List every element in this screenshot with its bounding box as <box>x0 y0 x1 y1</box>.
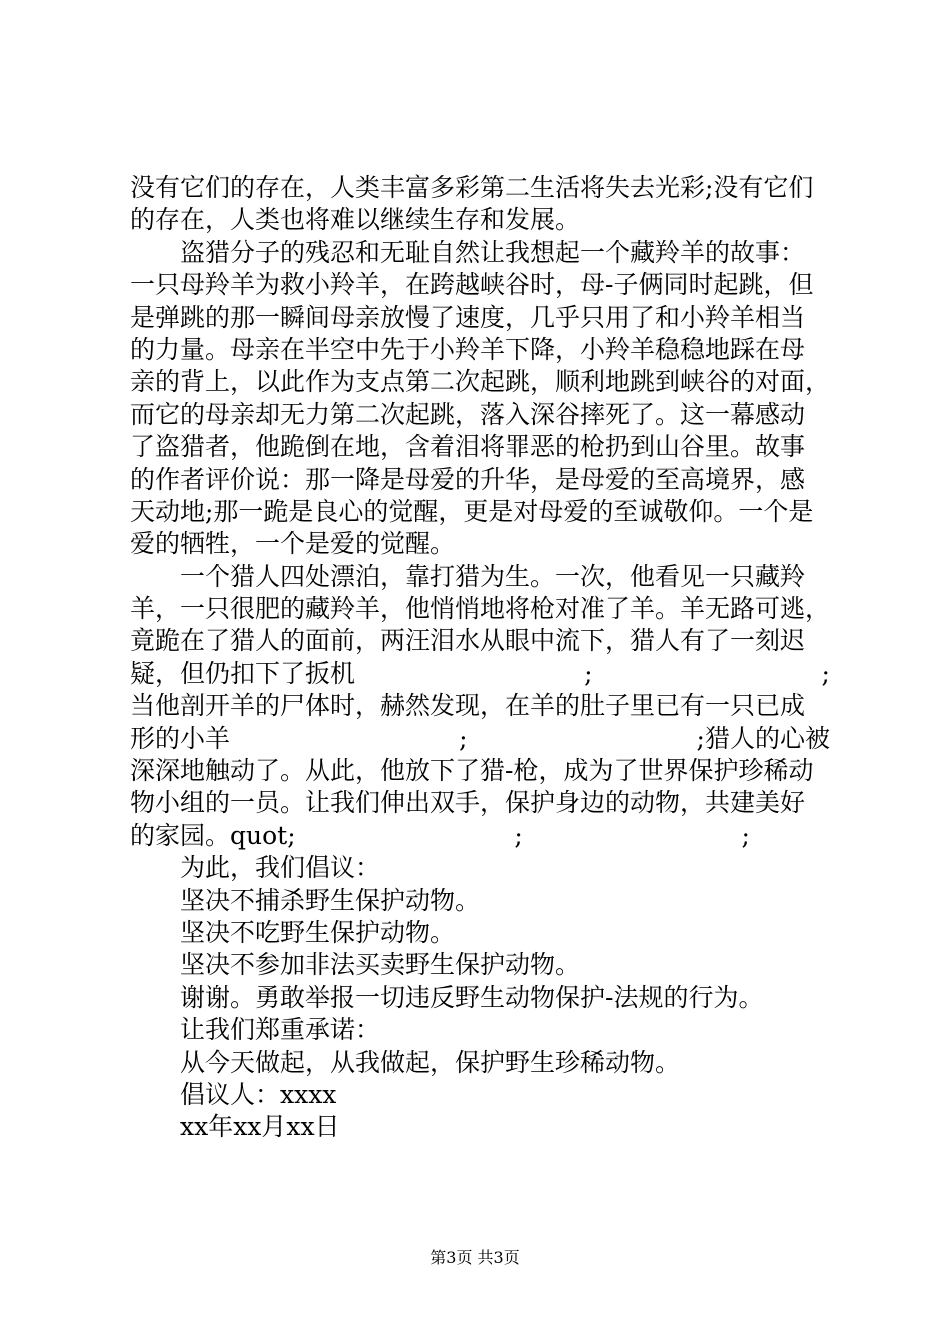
text-line: 的力量。母亲在半空中先于小羚羊下降，小羚羊稳稳地踩在母 <box>130 334 806 364</box>
text-span: 疑，但仍扣下了扳机 <box>130 658 356 688</box>
proposal-item: 坚决不参加非法买卖野生保护动物。 <box>180 950 581 980</box>
text-line: 物小组的一员。让我们伸出双手，保护身边的动物，共建美好 <box>130 788 806 818</box>
paragraph-first-line: 一个猎人四处漂泊，靠打猎为生。一次，他看见一只藏羚 <box>180 561 806 591</box>
text-line: 羊，一只很肥的藏羚羊，他悄悄地将枪对准了羊。羊无路可逃， <box>130 594 831 624</box>
text-line: 亲的背上，以此作为支点第二次起跳，顺利地跳到峡谷的对面， <box>130 367 831 397</box>
text-span: 的家园。quot; <box>130 820 296 850</box>
proposal-item: 谢谢。勇敢举报一切违反野生动物保护-法规的行为。 <box>180 982 764 1012</box>
text-span: ; <box>821 658 830 688</box>
text-span: ; <box>741 820 750 850</box>
text-span: ; <box>459 723 468 753</box>
text-span: ; <box>584 658 593 688</box>
text-span: 形的小羊 <box>130 723 231 753</box>
text-line: 深深地触动了。从此，他放下了猎-枪，成为了世界保护珍稀动 <box>130 756 814 786</box>
signatory: 倡议人：xxxx <box>180 1079 337 1109</box>
text-line <box>130 820 750 852</box>
text-line: 了盗猎者，他跪倒在地，含着泪将罪恶的枪扔到山谷里。故事 <box>130 432 806 462</box>
proposal-item: 坚决不捕杀野生保护动物。 <box>180 885 481 915</box>
proposal-item: 坚决不吃野生保护动物。 <box>180 917 456 947</box>
text-line: 当他剖开羊的尸体时，赫然发现，在羊的肚子里已有一只已成 <box>130 691 806 721</box>
text-span: 没有它们的存在，人类丰富多彩第二生活将失去光彩;没有它们 <box>130 173 814 202</box>
proposal-heading: 为此，我们倡议： <box>180 853 381 883</box>
text-line: 竟跪在了猎人的面前，两汪泪水从眼中流下，猎人有了一刻迟 <box>130 626 806 656</box>
page-number-footer: 第3页 共3页 <box>430 1248 520 1267</box>
text-line: 是弹跳的那一瞬间母亲放慢了速度，几乎只用了和小羚羊相当 <box>130 302 806 332</box>
text-line: 的作者评价说：那一降是母爱的升华，是母爱的至高境界，感 <box>130 464 806 494</box>
text-span: ;猎人的心被 <box>696 723 830 753</box>
text-line <box>130 723 830 755</box>
paragraph-first-line: 盗猎分子的残忍和无耻自然让我想起一个藏羚羊的故事： <box>180 237 806 267</box>
text-line: 而它的母亲却无力第二次起跳，落入深谷摔死了。这一幕感动 <box>130 399 806 429</box>
text-line: 天动地;那一跪是良心的觉醒，更是对母爱的至诚敬仰。一个是 <box>130 496 814 526</box>
text-line: 一只母羚羊为救小羚羊，在跨越峡谷时，母-子俩同时起跳，但 <box>130 270 814 300</box>
document-body <box>130 172 830 1144</box>
text-span: ; <box>514 820 523 850</box>
text-line <box>130 658 830 690</box>
pledge-text: 从今天做起，从我做起，保护野生珍稀动物。 <box>180 1047 681 1077</box>
pledge-heading: 让我们郑重承诺： <box>180 1015 381 1045</box>
text-line <box>130 172 830 204</box>
text-line: 爱的牺牲，一个是爱的觉醒。 <box>130 529 456 559</box>
date-line: xx年xx月xx日 <box>180 1112 340 1142</box>
text-line: 的存在，人类也将难以继续生存和发展。 <box>130 205 581 235</box>
